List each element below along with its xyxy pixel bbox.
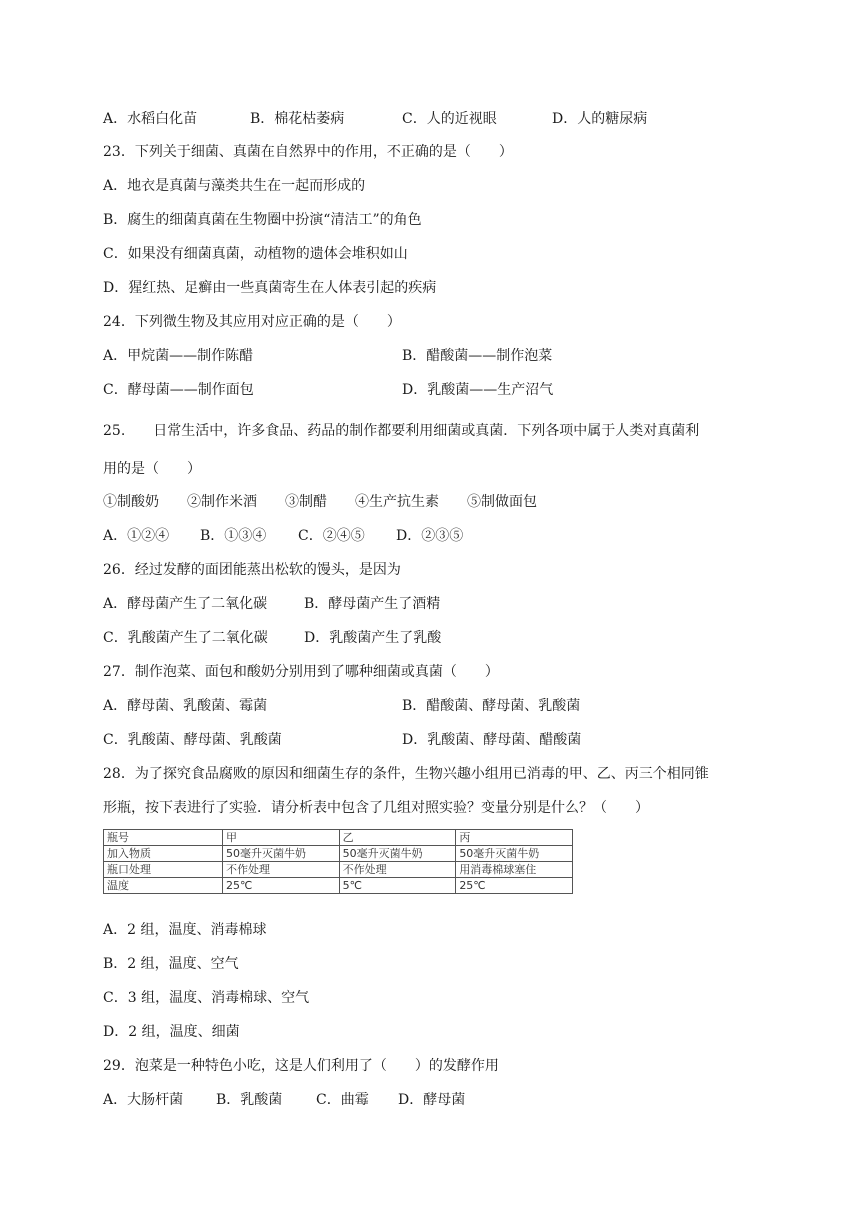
- q28-option-c: C．3 组，温度、消毒棉球、空气: [103, 990, 310, 1006]
- table-cell: 50毫升灭菌牛奶: [456, 846, 573, 862]
- table-row: [104, 862, 573, 878]
- q24-option-a: A．甲烷菌——制作陈醋: [103, 348, 254, 364]
- q28-stem-line2: 形瓶，按下表进行了实验．请分析表中包含了几组对照实验？变量分别是什么？（ ）: [103, 800, 649, 816]
- table-cell: 瓶号: [104, 830, 223, 846]
- q25-items: ①制酸奶 ②制作米酒 ③制醋 ④生产抗生素 ⑤制做面包: [103, 494, 537, 510]
- q29-option-a: A．大肠杆菌: [103, 1092, 184, 1108]
- q25-stem-line2: 用的是（ ）: [103, 461, 201, 477]
- q26-option-a: A．酵母菌产生了二氧化碳: [103, 596, 268, 612]
- q26-option-c: C．乳酸菌产生了二氧化碳: [103, 630, 268, 646]
- q23-stem: 23．下列关于细菌、真菌在自然界中的作用，不正确的是（ ）: [103, 144, 513, 160]
- q28-stem-line1: 28．为了探究食品腐败的原因和细菌生存的条件，生物兴趣小组用已消毒的甲、乙、丙三个相同锥: [103, 766, 709, 782]
- q23-option-b: B．腐生的细菌真菌在生物圈中扮演“清洁工”的角色: [103, 212, 422, 228]
- q25-option-b: B．①③④: [200, 528, 267, 544]
- q24-option-b: B．醋酸菌——制作泡菜: [402, 348, 553, 364]
- table-cell: 加入物质: [104, 846, 223, 862]
- q24-option-d: D．乳酸菌——生产沼气: [402, 382, 554, 398]
- q29-option-d: D．酵母菌: [398, 1092, 466, 1108]
- q29-option-b: B．乳酸菌: [216, 1092, 283, 1108]
- table-cell: 用消毒棉球塞住: [456, 862, 573, 878]
- q22-option-d: D．人的糖尿病: [552, 111, 648, 127]
- q27-option-a: A．酵母菌、乳酸菌、霉菌: [103, 698, 268, 714]
- table-cell: 不作处理: [339, 862, 456, 878]
- q27-stem: 27．制作泡菜、面包和酸奶分别用到了哪种细菌或真菌（ ）: [103, 664, 499, 680]
- table-cell: 温度: [104, 878, 223, 894]
- experiment-table: [103, 829, 573, 894]
- q27-option-d: D．乳酸菌、酵母菌、醋酸菌: [402, 732, 582, 748]
- q24-option-c: C．酵母菌——制作面包: [103, 382, 254, 398]
- q28-option-b: B．2 组，温度、空气: [103, 956, 239, 972]
- table-cell: 不作处理: [223, 862, 340, 878]
- q26-option-b: B．酵母菌产生了酒精: [304, 596, 441, 612]
- table-row: [104, 878, 573, 894]
- q25-option-c: C．②④⑤: [298, 528, 365, 544]
- q26-stem: 26．经过发酵的面团能蒸出松软的馒头，是因为: [103, 562, 401, 578]
- table-cell: 25℃: [223, 878, 340, 894]
- q28-option-d: D．2 组，温度、细菌: [103, 1024, 240, 1040]
- q28-option-a: A．2 组，温度、消毒棉球: [103, 922, 267, 938]
- q25-stem-line1: 25. 日常生活中，许多食品、药品的制作都要利用细菌或真菌．下列各项中属于人类对真菌利: [103, 423, 700, 439]
- q23-option-c: C．如果没有细菌真菌，动植物的遗体会堆积如山: [103, 246, 408, 262]
- q23-option-a: A．地衣是真菌与藻类共生在一起而形成的: [103, 178, 366, 194]
- q24-stem: 24．下列微生物及其应用对应正确的是（ ）: [103, 314, 401, 330]
- table-cell: 瓶口处理: [104, 862, 223, 878]
- q29-option-c: C．曲霉: [316, 1092, 369, 1108]
- q22-option-b: B．棉花枯萎病: [250, 111, 345, 127]
- q23-option-d: D．猩红热、足癣由一些真菌寄生在人体表引起的疾病: [103, 280, 437, 296]
- q22-option-a: A．水稻白化苗: [103, 111, 198, 127]
- table-cell: 5℃: [339, 878, 456, 894]
- table-cell: 50毫升灭菌牛奶: [223, 846, 340, 862]
- table-cell: 丙: [456, 830, 573, 846]
- q25-option-d: D．②③⑤: [396, 528, 464, 544]
- table-cell: 甲: [223, 830, 340, 846]
- table-row: [104, 846, 573, 862]
- q27-option-c: C．乳酸菌、酵母菌、乳酸菌: [103, 732, 282, 748]
- table-cell: 50毫升灭菌牛奶: [339, 846, 456, 862]
- table-cell: 25℃: [456, 878, 573, 894]
- table-cell: 乙: [339, 830, 456, 846]
- q22-option-c: C．人的近视眼: [402, 111, 497, 127]
- q29-stem: 29．泡菜是一种特色小吃，这是人们利用了（ ）的发酵作用: [103, 1058, 499, 1074]
- q27-option-b: B．醋酸菌、酵母菌、乳酸菌: [402, 698, 581, 714]
- q26-option-d: D．乳酸菌产生了乳酸: [304, 630, 442, 646]
- q25-option-a: A．①②④: [103, 528, 170, 544]
- table-row: [104, 830, 573, 846]
